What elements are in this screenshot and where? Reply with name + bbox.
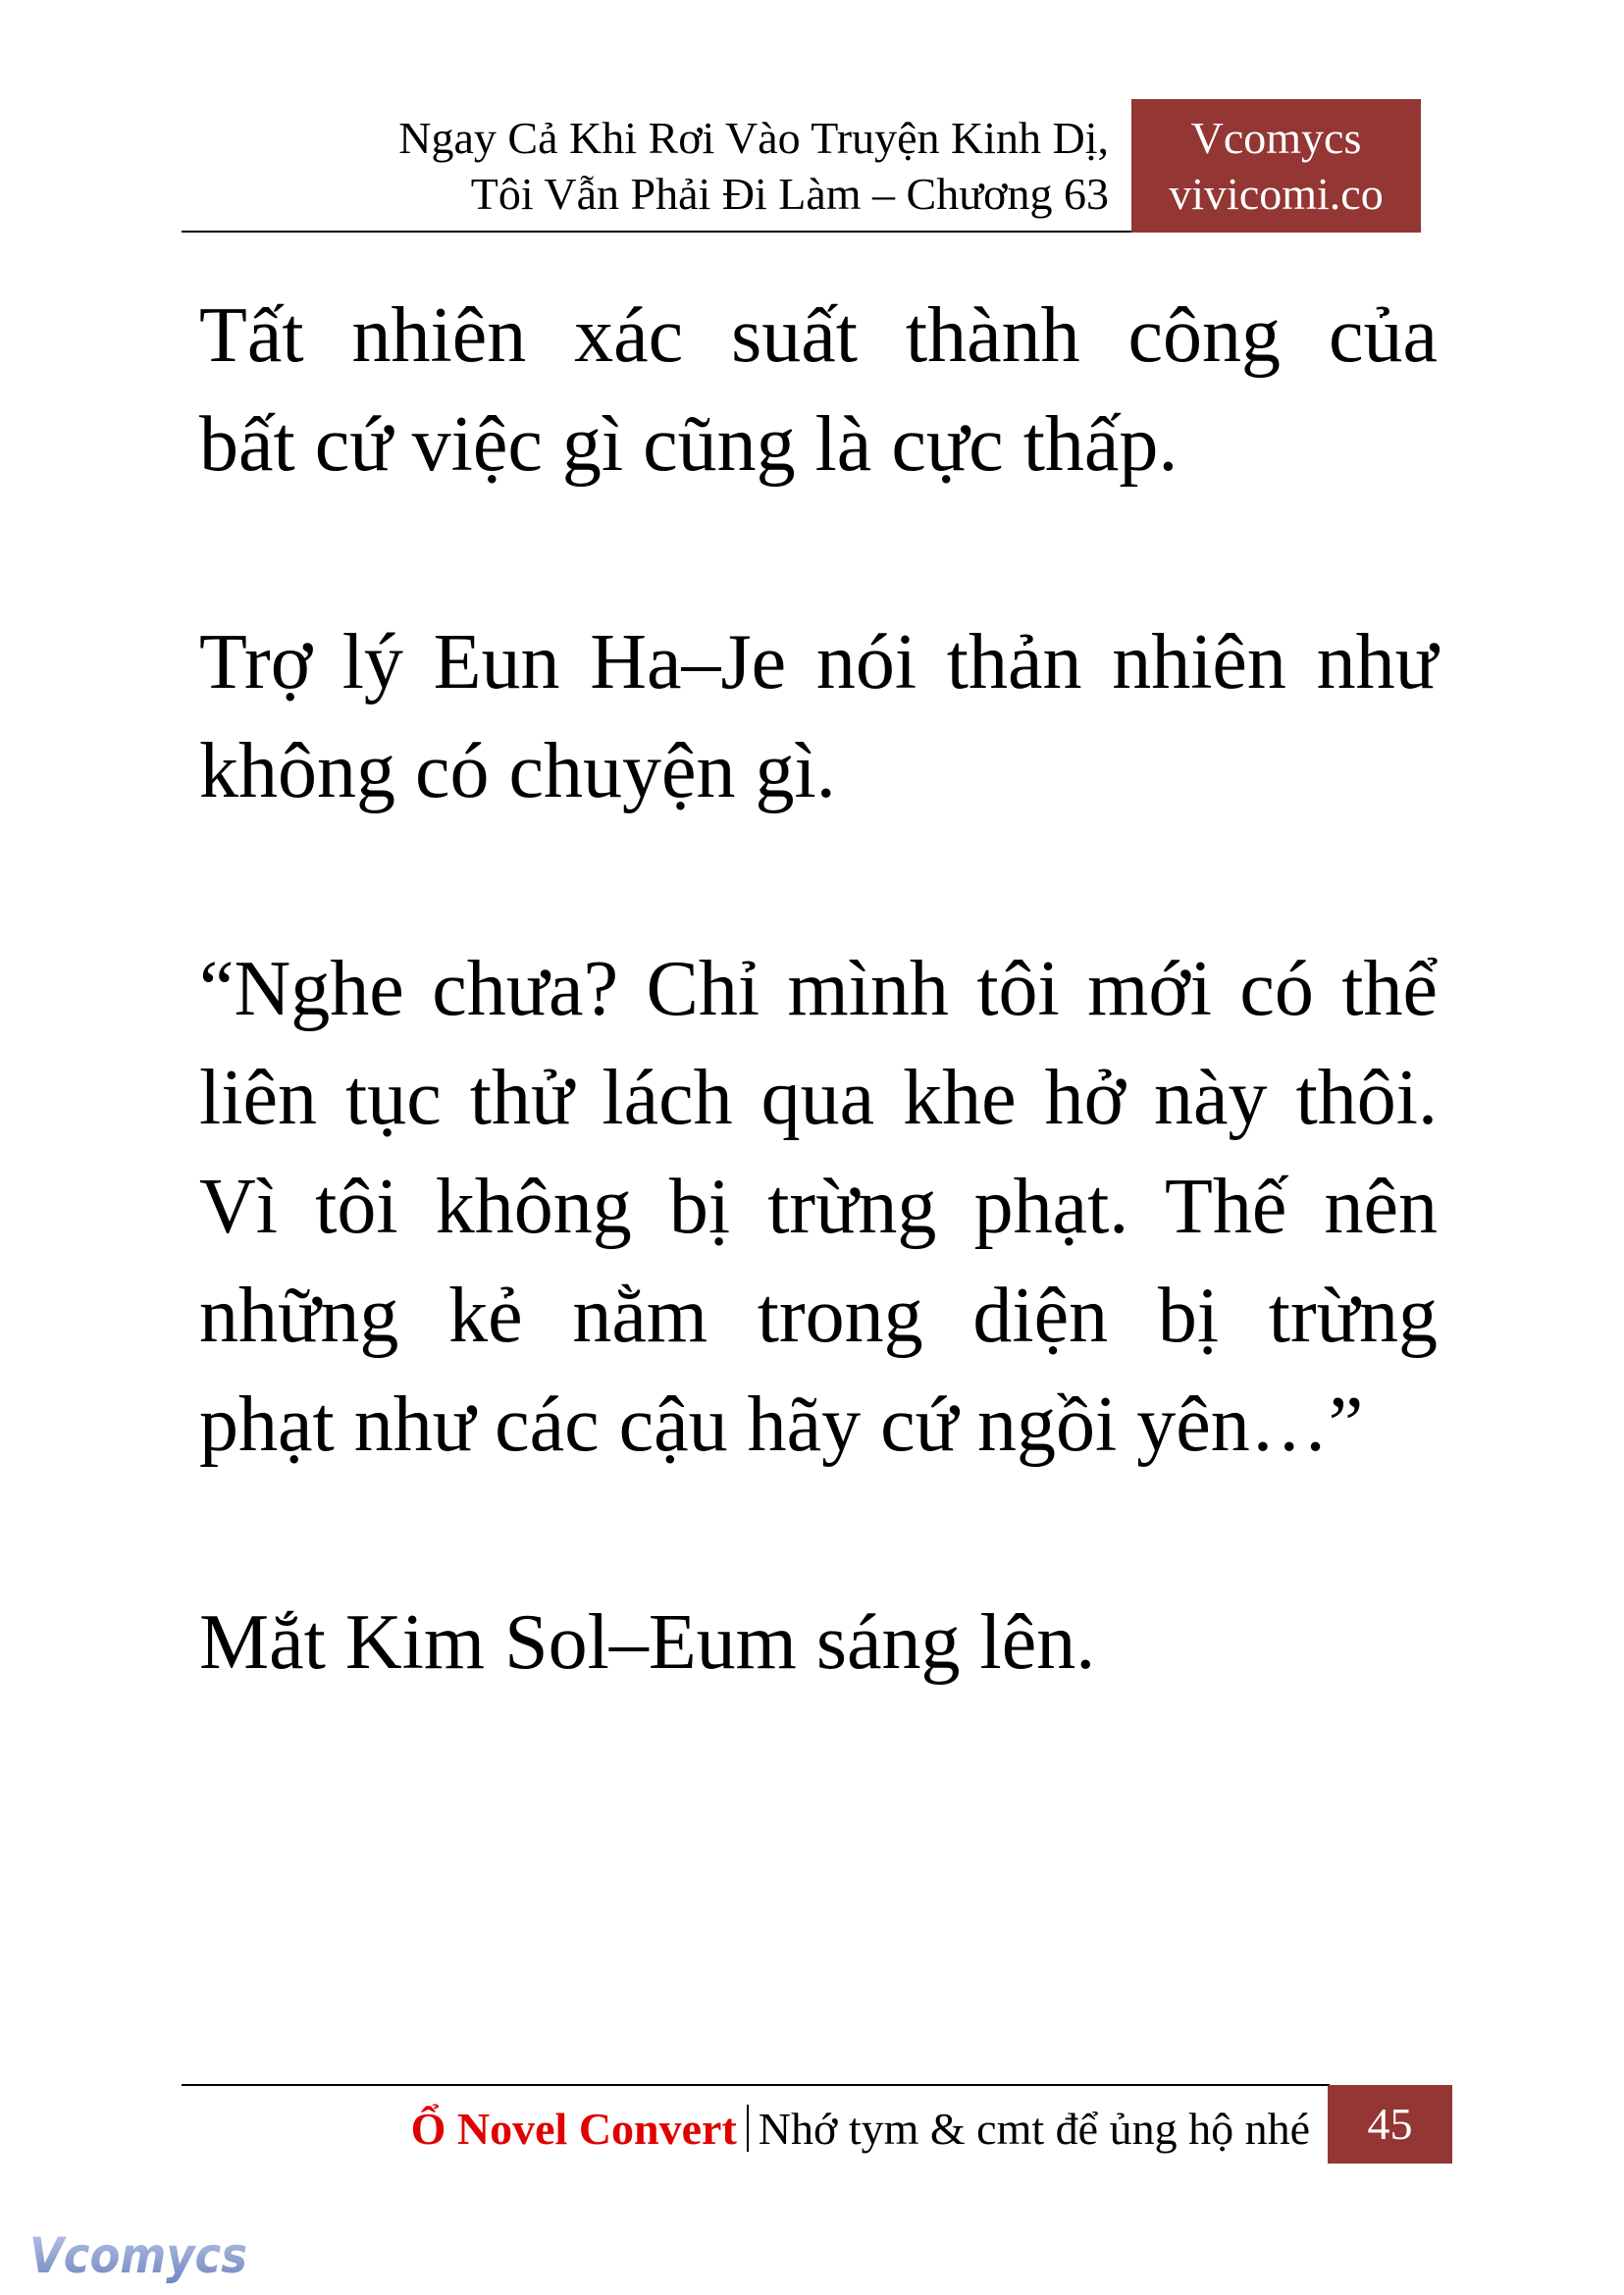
footer-separator bbox=[747, 2105, 749, 2152]
chapter-title-line-1: Ngay Cả Khi Rơi Vào Truyện Kinh Dị, bbox=[398, 113, 1109, 163]
text-line: bất cứ việc gì cũng là cực thấp. bbox=[199, 401, 1179, 488]
page-body bbox=[199, 282, 1438, 1697]
text-line: Trợ lý Eun Ha–Je nói thản nhiên như bbox=[199, 619, 1438, 705]
logo-text: Vcomycs bbox=[29, 2227, 247, 2284]
footer-brand: Ổ Novel Convert bbox=[410, 2104, 737, 2154]
brand-name: Vcomycs bbox=[1190, 113, 1362, 163]
text-line: “Nghe chưa? Chỉ mình tôi mới có thể bbox=[199, 946, 1438, 1032]
vcomycs-logo bbox=[27, 2227, 253, 2286]
text-line: liên tục thử lách qua khe hở này thôi. bbox=[199, 1055, 1438, 1141]
footer-message: Nhớ tym & cmt để ủng hộ nhé bbox=[758, 2104, 1310, 2154]
text-line: không có chuyện gì. bbox=[199, 728, 836, 814]
brand-site: vivicomi.co bbox=[1169, 169, 1384, 219]
paragraph bbox=[199, 1589, 1438, 1697]
chapter-title-line-2: Tôi Vẫn Phải Đi Làm – Chương 63 bbox=[470, 169, 1109, 219]
paragraph bbox=[199, 608, 1438, 826]
footer-text bbox=[411, 2100, 1310, 2159]
text-line: Tất nhiên xác suất thành công của bbox=[199, 292, 1438, 379]
chapter-title bbox=[398, 110, 1109, 222]
paragraph bbox=[199, 282, 1438, 499]
header-divider bbox=[182, 231, 1133, 233]
text-line: những kẻ nằm trong diện bị trừng bbox=[199, 1273, 1438, 1359]
header-brand-box bbox=[1131, 99, 1421, 233]
footer-divider bbox=[182, 2084, 1330, 2086]
text-line: Vì tôi không bị trừng phạt. Thế nên bbox=[199, 1164, 1438, 1250]
text-line: phạt như các cậu hãy cứ ngồi yên…” bbox=[199, 1382, 1364, 1468]
paragraph bbox=[199, 935, 1438, 1480]
page-number: 45 bbox=[1328, 2085, 1452, 2164]
text-line: Mắt Kim Sol–Eum sáng lên. bbox=[199, 1599, 1096, 1686]
